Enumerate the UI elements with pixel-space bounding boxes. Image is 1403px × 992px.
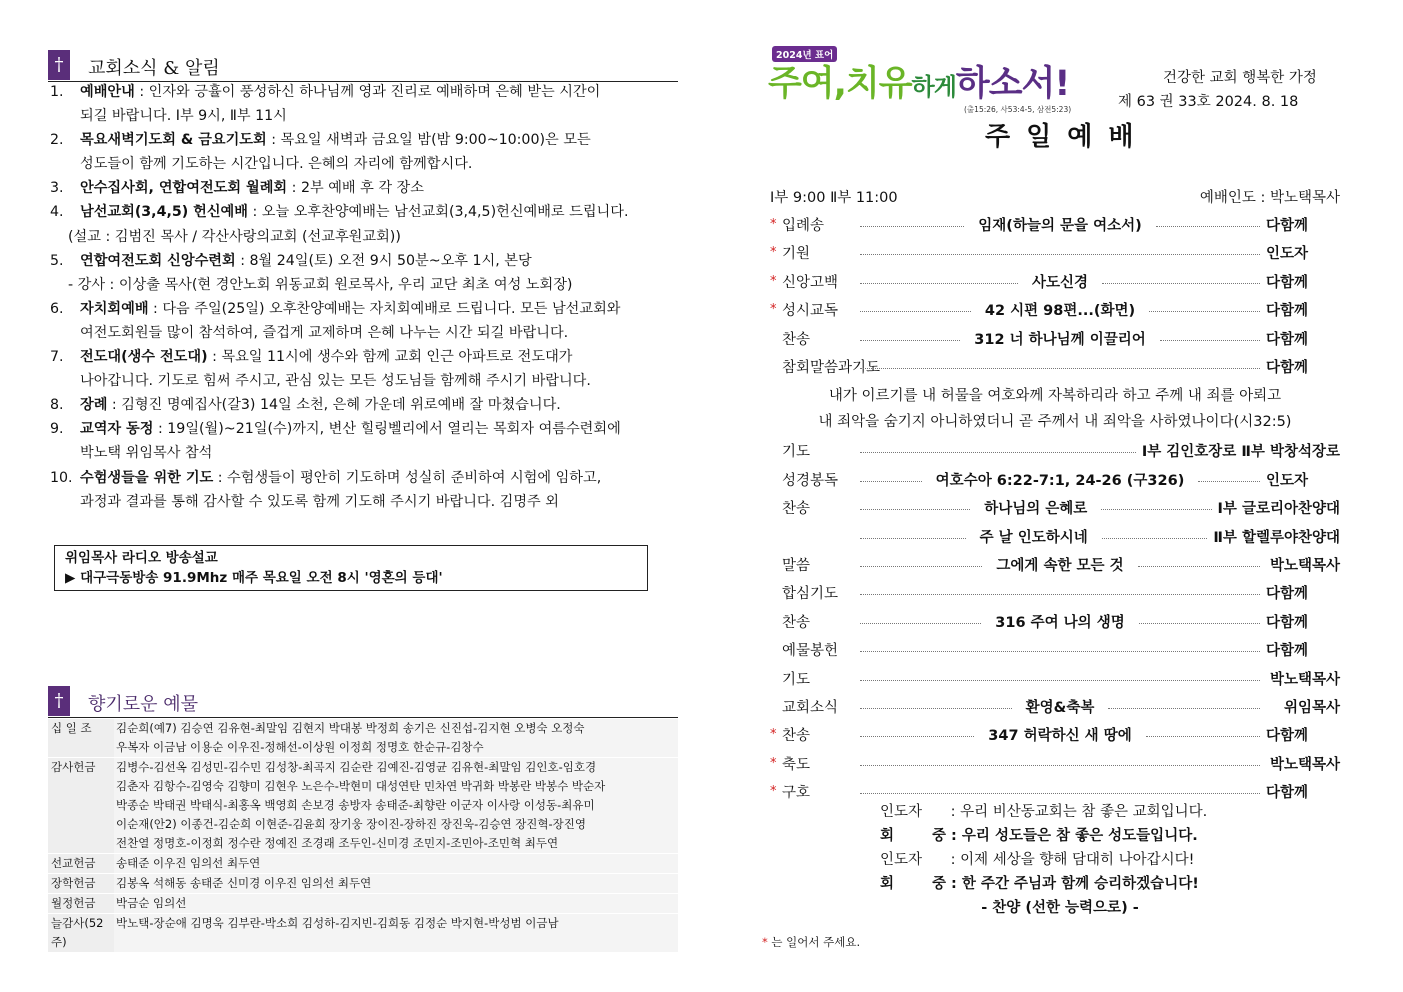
news-item <box>50 297 680 321</box>
news-item <box>50 273 680 297</box>
news-number: 1. <box>50 84 64 100</box>
offering-names <box>114 719 678 757</box>
order-item: 316 주여 나의 생명 <box>987 611 1132 632</box>
order-row <box>770 522 1340 550</box>
dot-leader <box>860 509 970 510</box>
order-label: 찬송 <box>782 501 811 518</box>
news-number: 5. <box>50 252 64 269</box>
order-row <box>770 324 1340 352</box>
dot-leader <box>860 708 1012 709</box>
order-label: 찬송 <box>782 614 811 631</box>
order-item: 사도신경 <box>1024 271 1096 292</box>
radio-broadcast-box <box>54 545 648 591</box>
offering-title: 향기로운 예물 <box>88 694 199 715</box>
news-item <box>50 128 680 152</box>
dot-leader <box>860 736 974 737</box>
star-mark: * <box>770 273 777 289</box>
news-item <box>50 80 680 104</box>
cross-icon: † <box>48 686 70 716</box>
dot-leader <box>1156 226 1260 227</box>
closing-line: 인도자 : 우리 비산동교회는 참 좋은 교회입니다. <box>880 800 1240 824</box>
closing-declaration <box>880 800 1240 920</box>
church-motto: 건강한 교회 행복한 가정 <box>1163 70 1317 86</box>
news-item <box>50 225 680 249</box>
offering-row <box>48 719 678 758</box>
order-item: 하나님의 은혜로 <box>976 497 1095 518</box>
star-mark: * <box>770 217 777 233</box>
news-heading: 예배안내 <box>80 84 135 100</box>
order-item: 그에게 속한 모든 것 <box>988 554 1131 575</box>
order-responsible: 인도자 <box>1266 246 1309 263</box>
logo-reference: (출15:26, 사53:4-5, 삼전5:23) <box>964 105 1072 114</box>
news-continuation: 나아갑니다. 기도로 힘써 주시고, 관심 있는 모든 성도님들 함께해 주시기 바랍니다. <box>80 373 591 390</box>
news-text: (설교 : 김범진 목사 / 각산사랑의교회 (선교후원교회)) <box>68 228 401 245</box>
dot-leader <box>1108 708 1260 709</box>
dot-leader <box>860 594 1260 595</box>
star-mark: * <box>770 245 777 261</box>
news-heading: 장례 <box>80 397 108 414</box>
logo-part: 주여, <box>768 64 846 104</box>
star-mark: * <box>770 784 777 800</box>
offering-line: 박종순 박태권 박태식-최홍옥 백영희 손보경 송방자 송태준-최향란 이군자 이사랑 이성동-최유미 <box>116 798 595 812</box>
offering-line: 김병수-김선옥 김성민-김수민 김성창-최곡지 김순란 김예진-김영균 김유현-최말임 김인호-임호경 <box>116 760 597 774</box>
footnote-text: 는 일어서 주세요. <box>771 935 861 949</box>
news-item <box>50 417 680 441</box>
order-row <box>770 296 1340 324</box>
dot-leader <box>860 226 964 227</box>
order-label: 예물봉헌 <box>782 643 839 660</box>
closing-text: 이제 세상을 향해 담대히 나아갑시다! <box>960 852 1195 868</box>
order-row <box>770 721 1340 749</box>
radio-line-2: ▶ 대구극동방송 91.9Mhz 매주 목요일 오전 8시 '영혼의 등대' <box>65 570 443 586</box>
dot-leader <box>860 481 922 482</box>
offering-line: 전찬열 정명호-이정희 정수란 정예진 조경래 조두인-신미경 조민지-조민아-조민혁 최두연 <box>116 836 559 850</box>
news-number: 9. <box>50 421 64 438</box>
order-label: 축도 <box>782 756 811 773</box>
dot-leader <box>860 368 1260 369</box>
news-text: : 8월 24일(토) 오전 9시 50분~오후 1시, 본당 <box>235 252 532 269</box>
dot-leader <box>1138 566 1260 567</box>
news-item <box>50 345 680 369</box>
offering-line: 박금순 임의선 <box>116 896 187 910</box>
order-responsible: 박노택목사 <box>1269 756 1340 773</box>
dot-leader <box>1160 340 1260 341</box>
closing-speaker: 인도자 <box>880 852 923 868</box>
offering-names <box>114 914 678 952</box>
news-heading: 교역자 동정 <box>80 421 154 438</box>
worship-order <box>770 182 1340 806</box>
order-label: 성시교독 <box>782 303 839 320</box>
news-item <box>50 176 680 200</box>
news-text: : 인자와 긍휼이 풍성하신 하나님께 영과 진리로 예배하며 은혜 받는 시간이 <box>134 84 601 100</box>
order-responsible: 다함께 <box>1266 728 1309 745</box>
star-mark: * <box>770 727 777 743</box>
news-continuation: 되길 바랍니다. Ⅰ부 9시, Ⅱ부 11시 <box>80 108 287 125</box>
order-label: 기원 <box>782 246 811 263</box>
order-label: 말씀 <box>782 557 811 574</box>
order-label: 구호 <box>782 785 811 802</box>
closing-text: 우리 비산동교회는 참 좋은 교회입니다. <box>960 804 1208 820</box>
star-mark: * <box>770 302 777 318</box>
offering-label: 월정헌금 <box>48 894 114 913</box>
offering-line: 김춘자 김항수-김영숙 김향미 김현우 노은수-박현미 대성연탄 민차연 박귀화 박봉란 박봉수 박순자 <box>116 779 606 793</box>
cross-icon: † <box>48 50 70 80</box>
order-row <box>770 494 1340 522</box>
offering-label: 선교헌금 <box>48 854 114 873</box>
order-item: 여호수아 6:22-7:1, 24-26 (구326) <box>928 469 1193 490</box>
news-continuation: 과정과 결과를 통해 감사할 수 있도록 함께 기도해 주시기 바랍니다. 김명주 외 <box>80 493 559 510</box>
order-label: 찬송 <box>782 728 811 745</box>
news-heading: 전도대(생수 전도대) <box>80 349 208 366</box>
logo-part: 치유 <box>845 64 912 104</box>
offering-names <box>114 894 678 913</box>
news-number: 8. <box>50 397 64 414</box>
order-row <box>770 239 1340 267</box>
logo-part: ! <box>1054 64 1070 104</box>
order-item: 임재(하늘의 문을 여소서) <box>970 214 1149 235</box>
dot-leader <box>860 793 1260 794</box>
dot-leader <box>1102 538 1208 539</box>
order-responsible: 다함께 <box>1266 785 1309 802</box>
order-row <box>770 749 1340 777</box>
news-heading: 목요새벽기도회 & 금요기도회 <box>80 132 267 149</box>
news-heading: 남선교회(3,4,5) 헌신예배 <box>80 204 248 221</box>
order-responsible: 다함께 <box>1266 303 1309 320</box>
news-item <box>50 393 680 417</box>
closing-line: 인도자 : 이제 세상을 향해 담대히 나아갑시다! <box>880 848 1240 872</box>
dot-leader <box>1198 481 1260 482</box>
order-responsible: 다함께 <box>1266 218 1309 235</box>
news-text: : 19일(월)~21일(수)까지, 변산 힐링벨리에서 열리는 목회자 여름수련회에 <box>153 421 621 438</box>
offering-names <box>114 758 678 853</box>
order-row <box>770 210 1340 238</box>
dot-leader <box>1101 509 1211 510</box>
star-mark: * <box>762 935 768 949</box>
offering-row <box>48 758 678 854</box>
news-list <box>50 80 680 514</box>
offering-label: 늘감사(52주) <box>48 914 114 952</box>
order-row <box>770 550 1340 578</box>
news-heading: 연합여전도회 신앙수련회 <box>80 252 236 269</box>
news-heading: 자치회예배 <box>80 300 149 317</box>
service-title: 주일예배 <box>985 122 1150 152</box>
order-responsible: 다함께 <box>1266 586 1309 603</box>
order-part-1 <box>770 210 1340 380</box>
offering-label: 십 일 조 <box>48 719 114 757</box>
logo-text <box>768 56 1069 106</box>
offering-row <box>48 854 678 874</box>
dot-leader <box>860 566 982 567</box>
order-label: 찬송 <box>782 331 811 348</box>
news-text: - 강사 : 이상출 목사(현 경안노회 위동교회 원로목사, 우리 교단 최초 여성 노회장) <box>68 276 573 293</box>
news-section-header <box>48 50 678 82</box>
news-text: : 목요일 11시에 생수와 함께 교회 인근 아파트로 전도대가 <box>207 349 573 366</box>
news-title: 교회소식 & 알림 <box>88 58 220 79</box>
news-number: 10. <box>50 469 73 486</box>
service-times: Ⅰ부 9:00 Ⅱ부 11:00 <box>770 189 898 206</box>
closing-text: 한 주간 주님과 함께 승리하겠습니다! <box>961 876 1199 892</box>
order-row <box>770 607 1340 635</box>
offering-line: 송태준 이우진 임의선 최두연 <box>116 856 261 870</box>
offering-row <box>48 894 678 914</box>
order-label: 기도 <box>782 444 811 461</box>
star-mark: * <box>770 755 777 771</box>
dot-leader <box>860 452 1136 453</box>
offering-row <box>48 874 678 894</box>
news-continuation: 성도들이 함께 기도하는 시간입니다. 은혜의 자리에 함께합시다. <box>80 156 473 173</box>
logo-part: 하게 <box>911 73 956 101</box>
news-text: : 2부 예배 후 각 장소 <box>287 180 424 197</box>
year-motto-logo <box>768 46 1072 114</box>
closing-song: - 찬양 (선한 능력으로) - <box>981 900 1139 916</box>
news-text: : 목요일 새벽과 금요일 밤(밤 9:00~10:00)은 모든 <box>266 132 591 149</box>
order-responsible: 다함께 <box>1266 643 1309 660</box>
dot-leader <box>860 538 966 539</box>
news-text: : 수험생들이 평안히 기도하며 성실히 준비하여 시험에 임하고, <box>213 469 602 486</box>
news-number: 4. <box>50 204 64 221</box>
news-text: : 김형진 명예집사(갈3) 14일 소천, 은혜 가운데 위로예배 잘 마쳤습니다. <box>107 397 561 414</box>
closing-speaker: 회 중 <box>880 828 946 844</box>
order-item: 347 허락하신 새 땅에 <box>980 724 1139 745</box>
order-responsible: Ⅰ부 글로리아찬양대 <box>1217 501 1341 518</box>
order-item: 환영&축복 <box>1018 696 1103 717</box>
order-responsible: Ⅱ부 할렐루야찬양대 <box>1213 529 1340 546</box>
radio-line-1: 위임목사 라디오 방송설교 <box>65 550 218 566</box>
dot-leader <box>860 765 1260 766</box>
footnote <box>762 934 860 950</box>
offering-line: 우복자 이금남 이용순 이우진-정해선-이상원 이정희 정명호 한순규-김창수 <box>116 740 484 754</box>
offering-line: 김봉옥 석해동 송태준 신미경 이우진 임의선 최두연 <box>116 876 372 890</box>
order-row <box>770 465 1340 493</box>
news-heading: 안수집사회, 연합여전도회 월례회 <box>80 180 288 197</box>
order-responsible: 다함께 <box>1266 614 1309 631</box>
order-label: 기도 <box>782 671 811 688</box>
offering-section-header <box>48 686 678 718</box>
order-label: 합심기도 <box>782 586 839 603</box>
order-responsible: Ⅰ부 김인호장로 Ⅱ부 박창석장로 <box>1141 444 1340 461</box>
dot-leader <box>860 311 971 312</box>
scripture-line: 내가 이르기를 내 허물을 여호와께 자복하리라 하고 주께 내 죄를 아뢰고 <box>828 387 1282 404</box>
logo-year: 2024년 표어 <box>772 46 837 62</box>
news-continuation: 박노택 위임목사 참석 <box>80 445 213 462</box>
order-row <box>770 352 1340 380</box>
offering-label: 장학헌금 <box>48 874 114 893</box>
offering-line: 박노택-장순애 김명욱 김부란-박소희 김성하-김지빈-김희동 김정순 박지현-박성범 이금남 <box>116 916 559 930</box>
order-item: 42 시편 98편...(화면) <box>977 299 1143 320</box>
order-row <box>770 579 1340 607</box>
dot-leader <box>860 680 1260 681</box>
offering-list <box>48 719 678 953</box>
order-responsible: 위임목사 <box>1283 699 1340 716</box>
news-continuation: 여전도회원들 많이 참석하여, 즐겁게 교제하며 은혜 나누는 시간 되길 바랍니다. <box>80 324 569 341</box>
logo-part: 하소서 <box>955 64 1055 104</box>
order-label: 입례송 <box>782 218 825 235</box>
order-row <box>770 267 1340 295</box>
offering-line: 김순희(예7) 김승연 김유현-최말임 김현지 박대봉 박정희 송기은 신진섭-김지현 오병숙 오정숙 <box>116 721 585 735</box>
dot-leader <box>860 340 960 341</box>
news-number: 2. <box>50 132 64 149</box>
order-responsible: 다함께 <box>1266 331 1309 348</box>
news-text: : 다음 주일(25일) 오후찬양예배는 자치회예배로 드립니다. 모든 남선교회와 <box>148 300 621 317</box>
news-text: : 오늘 오후찬양예배는 남선교회(3,4,5)헌신예배로 드립니다. <box>247 204 629 221</box>
closing-speaker: 회 중 <box>880 876 946 892</box>
dot-leader <box>1146 736 1260 737</box>
offering-label: 감사헌금 <box>48 758 114 853</box>
closing-line: 회 중 : 우리 성도들은 참 좋은 성도들입니다. <box>880 824 1240 848</box>
news-item <box>50 466 680 490</box>
order-responsible: 박노택목사 <box>1269 557 1341 574</box>
closing-text: 우리 성도들은 참 좋은 성도들입니다. <box>961 828 1198 844</box>
order-row <box>770 692 1340 720</box>
offering-names <box>114 854 678 873</box>
news-item <box>50 200 680 224</box>
news-number: 7. <box>50 349 64 366</box>
closing-speaker: 인도자 <box>880 804 923 820</box>
order-responsible: 인도자 <box>1266 472 1309 489</box>
dot-leader <box>860 283 1018 284</box>
order-label: 참회말씀과기도 <box>782 360 881 377</box>
order-label: 성경봉독 <box>782 472 839 489</box>
order-row <box>770 664 1340 692</box>
service-leader: 예배인도 : 박노택목사 <box>1199 189 1340 206</box>
dot-leader <box>860 254 1260 255</box>
news-number: 6. <box>50 300 64 317</box>
dot-leader <box>1139 623 1260 624</box>
order-part-2 <box>770 437 1340 806</box>
order-row <box>770 635 1340 663</box>
news-number: 3. <box>50 180 64 197</box>
offering-row <box>48 914 678 953</box>
news-item <box>50 249 680 273</box>
order-row <box>770 437 1340 465</box>
offering-line: 이순재(안2) 이종건-김순희 이현준-김윤희 장기웅 장이진-장하진 장진욱-김승연 장진혁-장진영 <box>116 817 586 831</box>
dot-leader <box>860 623 981 624</box>
order-responsible: 다함께 <box>1266 274 1309 291</box>
order-item: 312 너 하나님께 이끌리어 <box>966 328 1153 349</box>
volume-date: 제 63 권 33호 2024. 8. 18 <box>1118 94 1299 110</box>
closing-line: 회 중 : 한 주간 주님과 함께 승리하겠습니다! <box>880 872 1240 896</box>
service-header-row <box>770 182 1340 210</box>
dot-leader <box>1102 283 1260 284</box>
order-label: 신앙고백 <box>782 274 839 291</box>
scripture-line: 내 죄악을 숨기지 아니하였더니 곧 주께서 내 죄악을 사하였나이다(시32:5) <box>818 413 1292 430</box>
dot-leader <box>1149 311 1260 312</box>
dot-leader <box>860 651 1260 652</box>
order-responsible: 박노택목사 <box>1269 671 1340 688</box>
confession-scripture <box>770 381 1340 437</box>
order-responsible: 다함께 <box>1266 360 1309 377</box>
news-heading: 수험생들을 위한 기도 <box>80 469 214 486</box>
offering-names <box>114 874 678 893</box>
order-label: 교회소식 <box>782 699 839 716</box>
order-item: 주 날 인도하시네 <box>972 526 1096 547</box>
